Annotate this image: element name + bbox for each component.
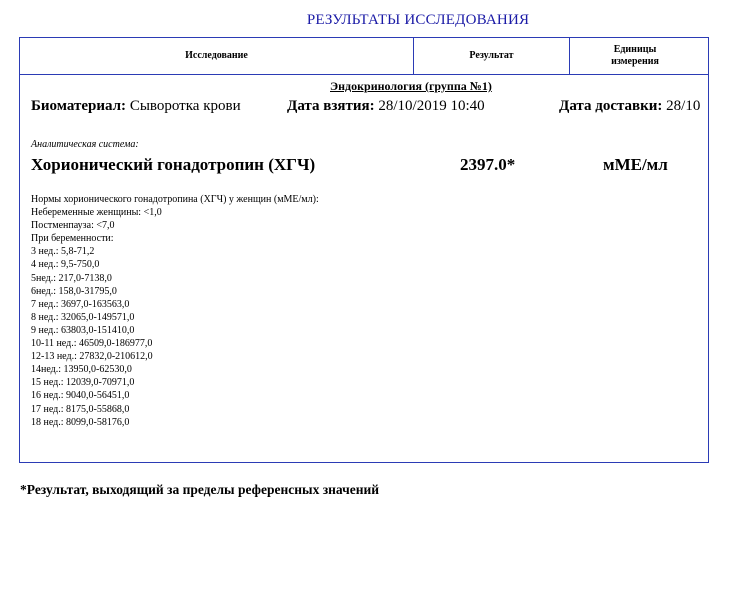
norm-line: 12-13 нед.: 27832,0-210612,0 — [31, 351, 153, 363]
date-delivery — [559, 98, 700, 115]
header-units-line2: измерения — [611, 56, 659, 67]
norm-line: 8 нед.: 32065,0-149571,0 — [31, 311, 135, 323]
sample-meta — [31, 98, 731, 115]
norm-line: Нормы хорионического гонадотропина (ХГЧ) у женщин (мМЕ/мл): — [31, 194, 319, 205]
norm-line: Небеременные женщины: <1,0 — [31, 207, 162, 219]
norm-line: 14нед.: 13950,0-62530,0 — [31, 364, 132, 376]
biomaterial-label: Биоматериал: — [31, 98, 127, 114]
date-taken-label: Дата взятия: — [287, 98, 375, 114]
norm-line: 18 нед.: 8099,0-58176,0 — [31, 416, 130, 428]
results-table — [19, 37, 709, 463]
test-result: 2397.0* — [460, 155, 516, 174]
table-header — [20, 38, 708, 75]
norm-line: 5нед.: 217,0-7138,0 — [31, 272, 112, 284]
test-unit: мМЕ/мл — [603, 155, 668, 174]
header-units — [570, 38, 700, 74]
reference-norms — [31, 193, 319, 429]
date-delivery-label: Дата доставки: — [559, 98, 663, 114]
norm-line: Постменпауза: <7,0 — [31, 220, 115, 232]
norm-line: 9 нед.: 63803,0-151410,0 — [31, 324, 135, 336]
biomaterial-value: Сыворотка крови — [129, 98, 241, 114]
date-taken — [287, 98, 485, 115]
header-result: Результат — [414, 38, 570, 74]
date-delivery-value: 28/10 — [666, 98, 701, 114]
test-row — [31, 155, 731, 175]
section-title: Эндокринология (группа №1) — [330, 79, 492, 93]
norm-line: 4 нед.: 9,5-750,0 — [31, 259, 100, 271]
norm-line: 15 нед.: 12039,0-70971,0 — [31, 377, 135, 389]
page-title: РЕЗУЛЬТАТЫ ИССЛЕДОВАНИЯ — [306, 12, 530, 28]
date-taken-value: 28/10/2019 10:40 — [378, 98, 485, 114]
norm-line: 6нед.: 158,0-31795,0 — [31, 285, 117, 297]
norm-line: 16 нед.: 9040,0-56451,0 — [31, 390, 130, 402]
test-name: Хорионический гонадотропин (ХГЧ) — [31, 155, 316, 174]
biomaterial — [31, 98, 241, 114]
footnote: *Результат, выходящий за пределы референсных значений — [20, 482, 380, 497]
norm-line: 10-11 нед.: 46509,0-186977,0 — [31, 338, 153, 350]
analytic-system: Аналитическая система: — [31, 139, 139, 150]
norm-line: 7 нед.: 3697,0-163563,0 — [31, 298, 130, 310]
norm-line: При беременности: — [31, 233, 114, 245]
header-study: Исследование — [20, 38, 414, 74]
norm-line: 17 нед.: 8175,0-55868,0 — [31, 403, 130, 415]
norm-line: 3 нед.: 5,8-71,2 — [31, 246, 95, 258]
header-units-line1: Единицы — [613, 44, 657, 55]
